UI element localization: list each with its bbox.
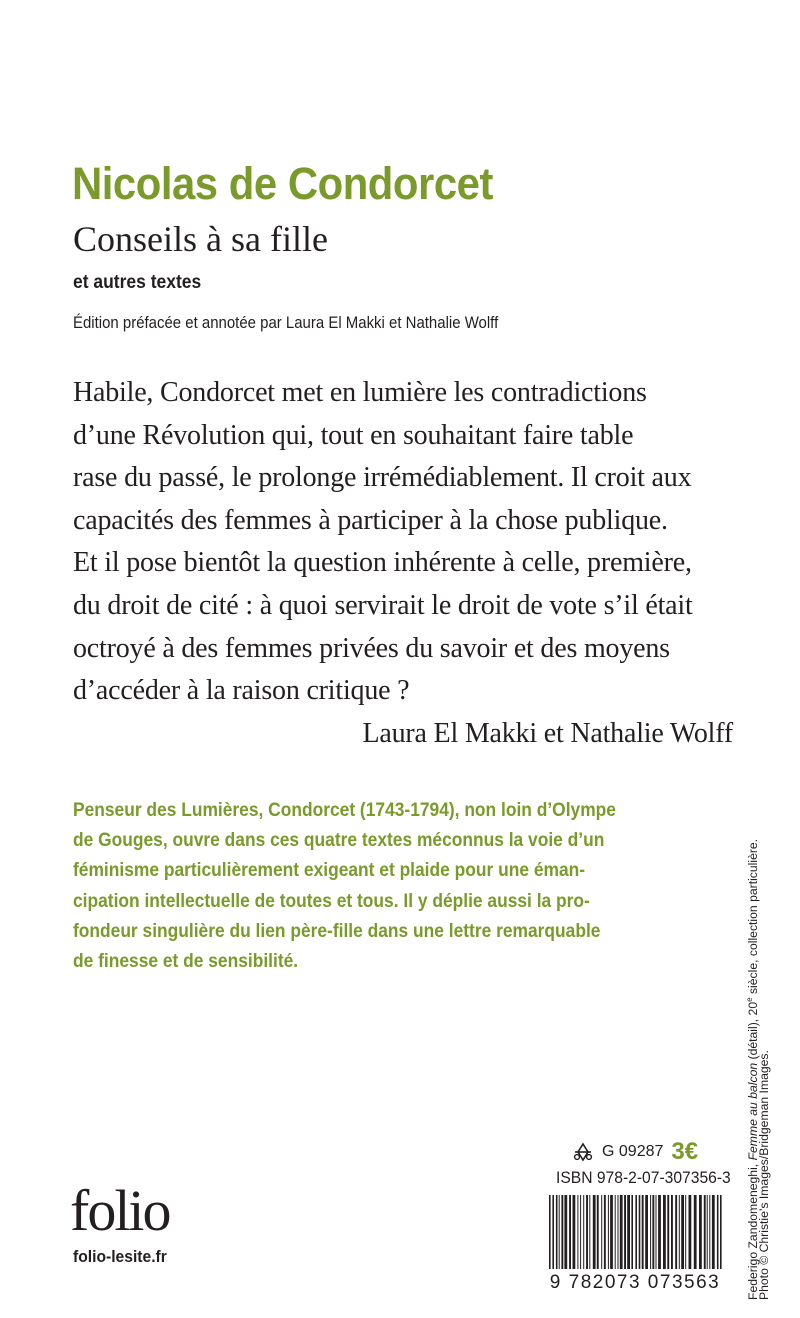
- barcode-bar: [593, 1195, 596, 1269]
- barcode-bar: [615, 1195, 616, 1269]
- barcode-bar: [671, 1195, 673, 1269]
- barcode-bar: [601, 1195, 602, 1269]
- publisher-website[interactable]: folio-lesite.fr: [73, 1247, 167, 1266]
- barcode-bar: [610, 1195, 613, 1269]
- barcode-bar: [667, 1195, 669, 1269]
- book-title: Conseils à sa fille: [73, 219, 328, 259]
- blurb-block: [73, 796, 733, 977]
- blurb-line: de Gouges, ouvre dans ces quatre textes méconnus la voie d’un: [73, 830, 605, 852]
- credit-line: Federigo Zandomeneghi, Femme au balcon (détail), 20e siècle, collection particulière.: [745, 838, 761, 1300]
- barcode-bar: [675, 1195, 677, 1269]
- folio-logo: folio: [70, 1178, 170, 1243]
- barcode-bar: [656, 1195, 657, 1269]
- quote-line: Habile, Condorcet met en lumière les contradictions: [73, 377, 647, 408]
- barcode-bar: [627, 1195, 630, 1269]
- barcode-bar: [712, 1195, 715, 1269]
- quote-line: octroyé à des femmes privées du savoir et des moyens: [73, 632, 670, 664]
- barcode-bar: [650, 1195, 651, 1269]
- barcode-digits: 9 782073 073563: [543, 1269, 727, 1297]
- barcode-bar: [608, 1195, 609, 1269]
- quote-block: [73, 372, 733, 755]
- edition-note: Édition préfacée et annotée par Laura El Makki et Nathalie Wolff: [73, 313, 499, 332]
- barcode-bar: [586, 1195, 588, 1269]
- barcode-bar: [685, 1195, 686, 1269]
- barcode-bar: [707, 1195, 708, 1269]
- barcode-bar: [624, 1195, 626, 1269]
- price-code: G 09287: [602, 1143, 664, 1160]
- blurb-line: cipation intellectuelle de toutes et tous. Il y déplie aussi la pro-: [73, 890, 590, 912]
- barcode-bar: [679, 1195, 680, 1269]
- barcode: [543, 1195, 727, 1297]
- author-name: Nicolas de Condorcet: [72, 158, 493, 209]
- barcode-bar: [681, 1195, 684, 1269]
- quote-line: Et il pose bientôt la question inhérente à celle, première,: [73, 547, 692, 579]
- quote-line: du droit de cité : à quoi servirait le droit de vote s’il était: [73, 589, 693, 621]
- barcode-bar: [577, 1195, 578, 1269]
- barcode-bar: [569, 1195, 571, 1269]
- isbn: ISBN 978-2-07-307356-3: [556, 1168, 731, 1187]
- blurb-line: Penseur des Lumières, Condorcet (1743-1794), non loin d’Olympe: [73, 800, 616, 821]
- barcode-bar: [645, 1195, 648, 1269]
- price-group-icon: [572, 1141, 594, 1163]
- barcode-bar: [694, 1195, 697, 1269]
- barcode-bar: [663, 1195, 666, 1269]
- barcode-bar: [564, 1195, 567, 1269]
- barcode-bar: [689, 1195, 692, 1269]
- barcode-bar: [642, 1195, 644, 1269]
- blurb-line: féminisme particulièrement exigeant et plaide pour une éman-: [73, 860, 586, 882]
- price-row: [572, 1137, 698, 1167]
- price: 3€: [671, 1138, 699, 1165]
- barcode-bar: [658, 1195, 661, 1269]
- barcode-bar: [597, 1195, 599, 1269]
- barcode-bar: [652, 1195, 654, 1269]
- barcode-bar: [618, 1195, 619, 1269]
- quote-line: rase du passé, le prolonge irrémédiablement. Il croit aux: [73, 462, 692, 494]
- barcode-bar: [704, 1195, 706, 1269]
- barcode-bar: [559, 1195, 560, 1269]
- barcode-bar: [580, 1195, 581, 1269]
- quote-attribution: Laura El Makki et Nathalie Wolff: [362, 717, 733, 749]
- barcode-bar: [589, 1195, 590, 1269]
- barcode-bar: [604, 1195, 606, 1269]
- blurb-line: fondeur singulière du lien père-fille dans une lettre remarquable: [73, 920, 601, 942]
- credit-line: Photo © Christie’s Images/Bridgeman Images.: [757, 1050, 771, 1300]
- barcode-bar: [620, 1195, 623, 1269]
- barcode-bar: [699, 1195, 702, 1269]
- quote-line: d’accéder à la raison critique ?: [73, 675, 410, 707]
- barcode-bar: [583, 1195, 584, 1269]
- quote-line: capacités des femmes à participer à la chose publique.: [73, 504, 668, 536]
- book-subtitle: et autres textes: [73, 272, 202, 293]
- quote-line: d’une Révolution qui, tout en souhaitant faire table: [73, 419, 634, 451]
- blurb-line: de finesse et de sensibilité.: [73, 950, 299, 972]
- barcode-bar: [573, 1195, 576, 1269]
- barcode-bar: [561, 1195, 563, 1269]
- barcode-bar: [709, 1195, 710, 1269]
